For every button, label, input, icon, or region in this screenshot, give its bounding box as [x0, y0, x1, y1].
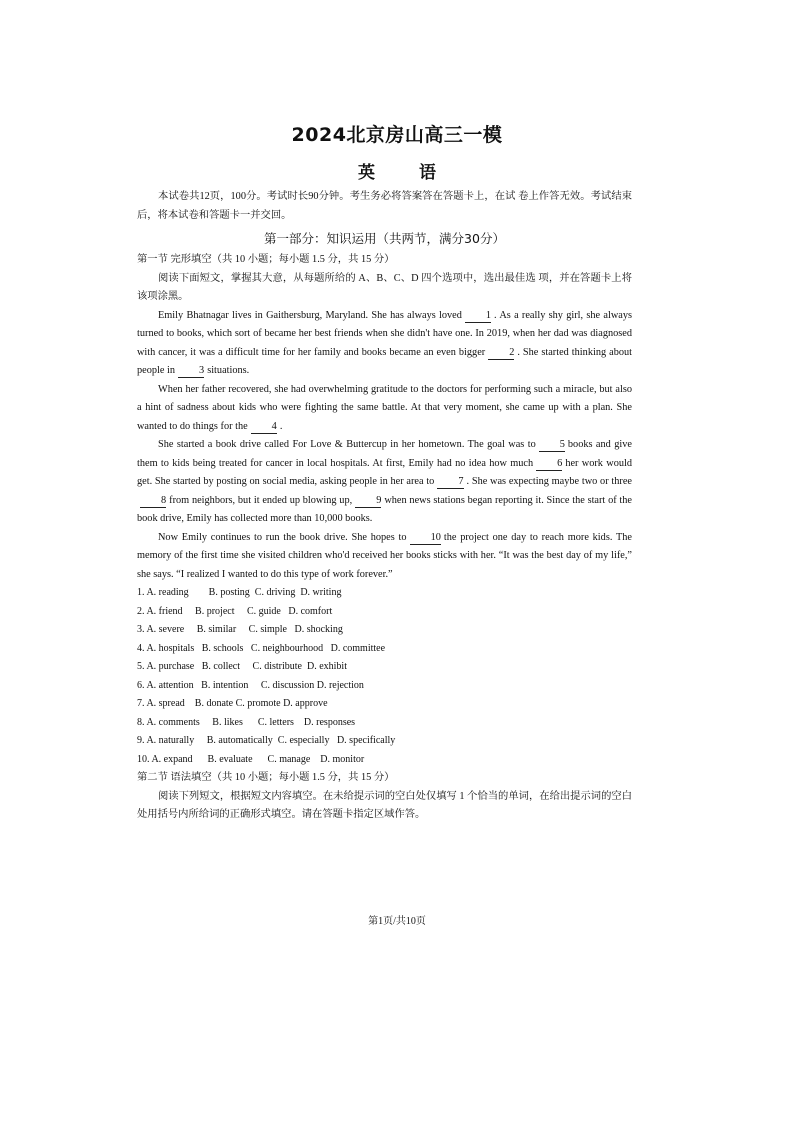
section1-directions: 阅读下面短文，掌握其大意，从每题所给的 A、B、C、D 四个选项中，选出最佳选 项，并在答题卡上将该项涂黑。 — [137, 272, 632, 302]
option-row: 5. A. purchase B. collect C. distribute D. exhibit — [137, 661, 347, 672]
subject-char: 英 — [358, 163, 375, 183]
blank-10: 10 — [410, 532, 441, 545]
blank-8: 8 — [140, 495, 166, 508]
passage-paragraph: When her father recovered, she had overwhelming gratitude to the doctors for performing such a miracle, but also a hint of sadness about kids who were fighting the same battle. At that very moment, she came up with a plan. She wanted to do things for the 4 . — [137, 383, 632, 432]
blank-6: 6 — [536, 458, 562, 471]
blank-2: 2 — [488, 347, 514, 360]
exam-title: 2024北京房山高三一模 — [291, 124, 503, 146]
subject-char: 语 — [419, 163, 436, 183]
blank-9: 9 — [355, 495, 381, 508]
blank-3: 3 — [178, 365, 204, 378]
options-list — [137, 584, 632, 769]
blank-7: 7 — [437, 476, 463, 489]
instructions: 本试卷共12页，100分。考试时长90分钟。考生务必将答案答在答题卡上，在试 卷上作答无效。考试结束后，将本试卷和答题卡一并交回。 — [137, 191, 632, 221]
option-row: 2. A. friend B. project C. guide D. comfort — [137, 605, 333, 617]
blank-4: 4 — [251, 421, 277, 434]
subject-title — [0, 158, 794, 183]
option-row: 8. A. comments B. likes C. letters D. responses — [137, 716, 356, 728]
section1-heading: 第一节 完形填空（共 10 小题；每小题 1.5 分，共 15 分） — [137, 254, 395, 265]
section2-heading: 第二节 语法填空（共 10 小题；每小题 1.5 分，共 15 分） — [137, 772, 395, 783]
page-number: 第1页/共10页 — [368, 916, 426, 927]
option-row: 9. A. naturally B. automatically C. especially D. specifically — [137, 735, 396, 746]
option-row: 7. A. spread B. donate C. promote D. approve — [137, 698, 328, 709]
part1-heading: 第一部分：知识运用（共两节，满分30分） — [264, 231, 505, 246]
section2-directions: 阅读下列短文，根据短文内容填空。在未给提示词的空白处仅填写 1 个恰当的单词，在给出提示词的空白处用括号内所给词的正确形式填空。请在答题卡指定区域作答。 — [137, 790, 632, 820]
passage-paragraph: Now Emily continues to run the book drive. She hopes to 10 the project one day to reach more kids. The memory of the first time she visited children who'd received her books sticks with her. “It was the best day of my life,” she says. “I realized I wanted to do this type of work forever.” — [137, 531, 633, 580]
passage-paragraph: She started a book drive called For Love & Buttercup in her hometown. The goal was to 5 books and give them to kids being treated for cancer in local hospitals. At first, Emily had no idea how much 6 her work would get. She started by posting on social media, asking people in her area to 7 . She was expecting maybe two or three8 from neighbors, but it ended up blowing up, 9 when news stations began reporting it. Since the start of the book drive, Emily has collected more than 10,000 books. — [137, 439, 633, 524]
option-row: 6. A. attention B. intention C. discussion D. rejection — [137, 679, 364, 691]
passage-paragraph: Emily Bhatnagar lives in Gaithersburg, Maryland. She has always loved 1 . As a really shy girl, she always turned to books, which sort of became her best friends when she didn't have one. In 2019, when her dad was diagnosed with cancer, it was a difficult time for her family and books became an even bigger 2 . She started thinking about people in 3 situations. — [137, 309, 632, 376]
option-row: 4. A. hospitals B. schools C. neighbourhood D. committee — [137, 642, 386, 654]
option-row: 1. A. reading B. posting C. driving D. writing — [137, 587, 342, 598]
blank-1: 1 — [465, 310, 491, 323]
option-row: 10. A. expand B. evaluate C. manage D. monitor — [137, 753, 365, 765]
blank-5: 5 — [539, 439, 565, 452]
exam-content — [137, 188, 632, 825]
option-row: 3. A. severe B. similar C. simple D. shocking — [137, 624, 343, 635]
